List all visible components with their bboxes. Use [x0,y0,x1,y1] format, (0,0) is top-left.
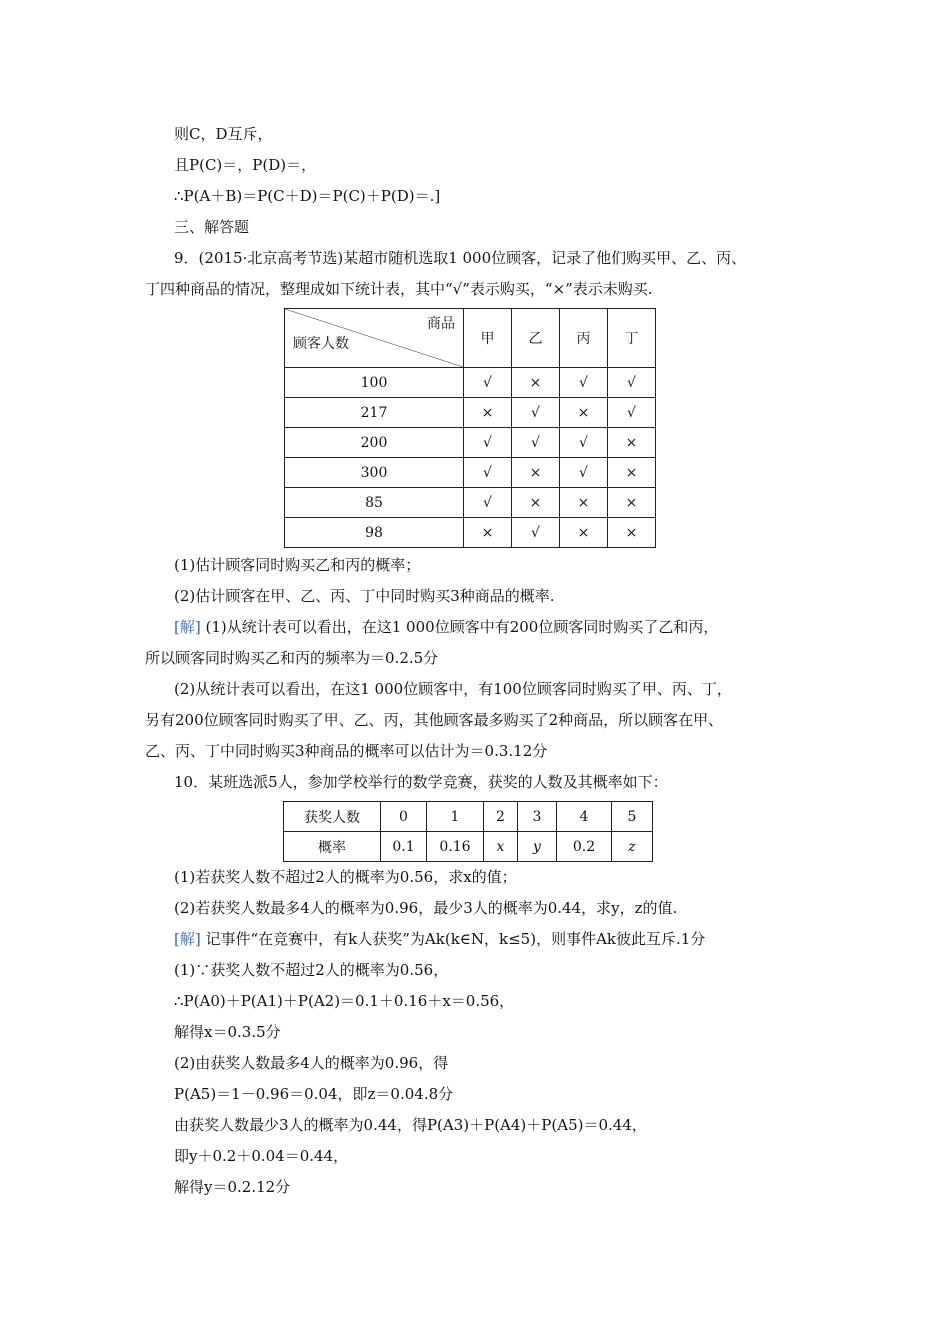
q9-sub1: (1)估计顾客同时购买乙和丙的概率； [174,556,421,574]
table-row [285,458,656,488]
table-cell: × [608,428,656,458]
table-cell: √ [464,368,512,398]
table-cell: 98 [285,518,464,548]
q10-sub2: (2)若获奖人数最多4人的概率为0.96，最少3人的概率为0.44，求y，z的值. [174,899,678,917]
header-cell: 丙 [560,309,608,368]
solution-line: 解得y＝0.2.12分 [174,1178,291,1196]
table-cell: x [484,832,518,862]
table-cell: √ [512,398,560,428]
q9-stem-line2: 丁四种商品的情况，整理成如下统计表，其中“√”表示购买，“×”表示未购买. [145,280,653,298]
header-cell: 乙 [512,309,560,368]
table-cell: 100 [285,368,464,398]
solution-tag: [解] [174,618,201,636]
table-corner-cell [285,309,464,368]
table-cell: × [560,398,608,428]
corner-diagonal-line [285,309,463,367]
table-row [284,802,653,832]
table-cell: × [608,488,656,518]
table-cell: × [608,458,656,488]
table-cell: 85 [285,488,464,518]
table-cell: 概率 [284,832,381,862]
table-cell: 获奖人数 [284,802,381,832]
solution-line: 解得x＝0.3.5分 [174,1023,281,1041]
table-row [285,518,656,548]
table-row [285,398,656,428]
q9-solution-line3: (2)从统计表可以看出，在这1 000位顾客中，有100位顾客同时购买了甲、丙、丁， [174,680,732,698]
table-cell: 0 [381,802,427,832]
q9-sub2: (2)估计顾客在甲、乙、丙、丁中同时购买3种商品的概率. [174,587,555,605]
table-cell: 5 [612,802,653,832]
table-cell: × [512,488,560,518]
table-cell: √ [512,518,560,548]
table-cell: 4 [557,802,612,832]
solution-line: P(A5)＝1－0.96＝0.04，即z＝0.04.8分 [174,1085,454,1103]
table-cell: × [560,488,608,518]
table-cell: × [512,458,560,488]
table-row [285,428,656,458]
table-row [284,832,653,862]
table-cell: √ [560,428,608,458]
table-row [285,488,656,518]
table-cell: 217 [285,398,464,428]
table-cell: y [518,832,557,862]
solution-tag: [解] [174,930,201,948]
section-heading: 三、解答题 [174,218,250,236]
solution-line: ∴P(A0)＋P(A1)＋P(A2)＝0.1＋0.16＋x＝0.56， [174,992,515,1010]
table-cell: 1 [427,802,484,832]
q9-purchase-table [284,308,656,548]
header-cell: 丁 [608,309,656,368]
q9-stem-line1: 9．(2015·北京高考节选)某超市随机选取1 000位顾客，记录了他们购买甲、乙、丙、 [174,249,747,267]
q9-solution-line2: 所以顾客同时购买乙和丙的频率为＝0.2.5分 [145,649,439,667]
q10-stem: 10．某班选派5人，参加学校举行的数学竞赛，获奖的人数及其概率如下： [174,773,668,791]
corner-bottom-label: 顾客人数 [293,336,349,352]
table-cell: 3 [518,802,557,832]
table-cell: √ [608,368,656,398]
table-cell: √ [464,428,512,458]
solution-line: 由获奖人数最少3人的概率为0.44，得P(A3)＋P(A4)＋P(A5)＝0.44， [174,1116,647,1134]
table-cell: × [512,368,560,398]
q10-sub1: (1)若获奖人数不超过2人的概率为0.56，求x的值； [174,868,517,886]
text-line: 则C，D互斥， [174,125,273,143]
table-cell: 300 [285,458,464,488]
q9-solution-line4: 另有200位顾客同时购买了甲、乙、丙，其他顾客最多购买了2种商品，所以顾客在甲、 [145,711,724,729]
table-cell: × [560,518,608,548]
solution-line: 即y＋0.2＋0.04＝0.44， [174,1147,349,1165]
table-cell: 0.2 [557,832,612,862]
q10-prob-table [283,801,653,862]
table-cell: √ [560,458,608,488]
table-cell: 2 [484,802,518,832]
solution-text: 记事件“在竞赛中，有k人获奖”为Ak(k∈N，k≤5)，则事件Ak彼此互斥.1分 [205,930,706,948]
solution-line: (2)由获奖人数最多4人的概率为0.96，得 [174,1054,449,1072]
text-line: 且P(C)＝，P(D)＝， [174,156,317,174]
table-cell: 0.1 [381,832,427,862]
table-cell: z [612,832,653,862]
text-line: ∴P(A＋B)＝P(C＋D)＝P(C)＋P(D)＝.] [174,187,441,205]
corner-top-label: 商品 [427,316,455,332]
table-cell: √ [560,368,608,398]
solution-line: (1)∵获奖人数不超过2人的概率为0.56， [174,961,449,979]
table-cell: 0.16 [427,832,484,862]
table-cell: √ [464,488,512,518]
header-cell: 甲 [464,309,512,368]
q10-solution-line1 [174,929,705,949]
table-cell: × [464,398,512,428]
q9-solution-line1 [174,617,718,637]
q9-solution-line5: 乙、丙、丁中同时购买3种商品的概率可以估计为＝0.3.12分 [145,742,548,760]
table-cell: √ [464,458,512,488]
table-cell: × [464,518,512,548]
table-cell: √ [608,398,656,428]
table-cell: × [608,518,656,548]
table-row [285,368,656,398]
table-cell: √ [512,428,560,458]
solution-text: (1)从统计表可以看出，在这1 000位顾客中有200位顾客同时购买了乙和丙， [205,618,719,636]
table-cell: 200 [285,428,464,458]
